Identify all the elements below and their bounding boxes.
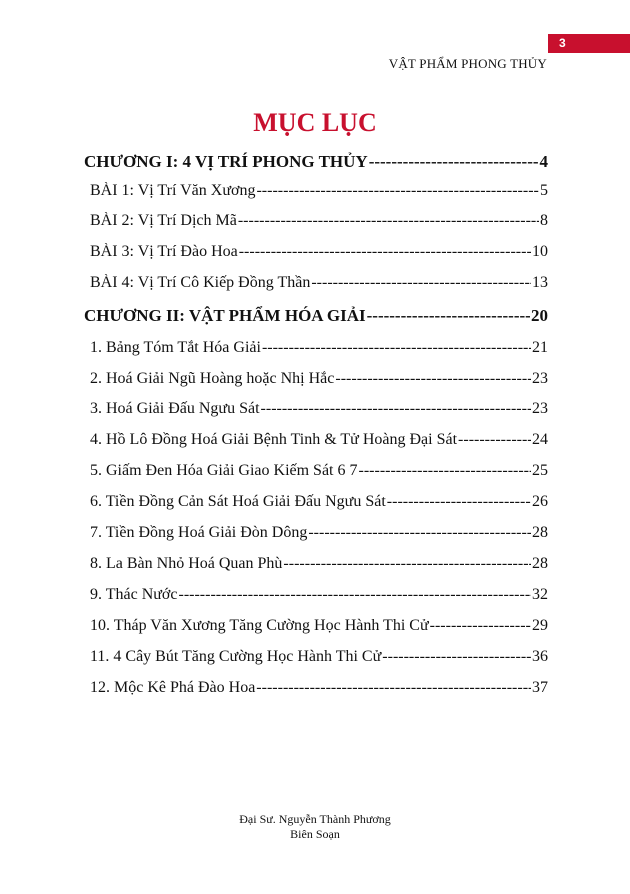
dot-leader xyxy=(239,243,531,261)
toc-title: MỤC LỤC xyxy=(253,108,377,137)
toc-entry-item-9[interactable] xyxy=(90,586,548,604)
toc-entry-item-12[interactable] xyxy=(90,679,548,697)
toc-entry-page: 36 xyxy=(532,648,548,665)
toc-entry-chapter-2[interactable] xyxy=(84,306,548,326)
toc-entry-title: CHƯƠNG II: VẬT PHẨM HÓA GIẢI xyxy=(84,306,366,325)
toc-entry-page: 23 xyxy=(532,370,548,387)
footer-role: Biên Soạn xyxy=(290,827,340,841)
toc-entry-title: 10. Tháp Văn Xương Tăng Cường Học Hành Thi Cử xyxy=(90,617,429,634)
toc-entry-item-11[interactable] xyxy=(90,648,548,666)
running-header: VẬT PHẨM PHONG THỦY xyxy=(388,56,547,71)
dot-leader xyxy=(283,555,531,573)
toc-entry-title: CHƯƠNG I: 4 VỊ TRÍ PHONG THỦY xyxy=(84,152,368,171)
toc-entry-page: 28 xyxy=(532,555,548,572)
dot-leader xyxy=(262,339,531,357)
dot-leader xyxy=(261,400,531,418)
toc-entry-lesson-3[interactable] xyxy=(90,243,548,261)
toc-entry-page: 29 xyxy=(532,617,548,634)
dot-leader xyxy=(430,617,531,635)
toc-entry-page: 37 xyxy=(532,679,548,696)
toc-entry-title: 12. Mộc Kê Phá Đào Hoa xyxy=(90,679,256,696)
toc-entry-page: 24 xyxy=(532,431,548,448)
toc-entry-page: 32 xyxy=(532,586,548,603)
dot-leader xyxy=(382,648,531,666)
toc-entry-title: 5. Giấm Đen Hóa Giải Giao Kiếm Sát 6 7 xyxy=(90,462,358,479)
toc-entry-page: 28 xyxy=(532,524,548,541)
dot-leader xyxy=(335,370,531,388)
toc-entry-title: 8. La Bàn Nhỏ Hoá Quan Phù xyxy=(90,555,283,572)
toc-entry-item-1[interactable] xyxy=(90,339,548,357)
footer-author: Đại Sư. Nguyễn Thành Phương xyxy=(239,812,391,826)
toc-entry-title: 7. Tiền Đồng Hoá Giải Đòn Dông xyxy=(90,524,308,541)
toc-entry-item-10[interactable] xyxy=(90,617,548,635)
dot-leader xyxy=(178,586,531,604)
toc-entry-item-3[interactable] xyxy=(90,400,548,418)
toc-entry-title: BÀI 3: Vị Trí Đào Hoa xyxy=(90,243,238,260)
dot-leader xyxy=(458,431,531,449)
dot-leader xyxy=(256,182,539,200)
page-number-badge xyxy=(548,34,630,53)
toc-entry-page: 21 xyxy=(532,339,548,356)
toc-entry-title: 2. Hoá Giải Ngũ Hoàng hoặc Nhị Hắc xyxy=(90,370,335,387)
toc-entry-page: 5 xyxy=(540,182,548,199)
dot-leader xyxy=(387,493,531,511)
toc-entry-page: 20 xyxy=(531,306,548,325)
toc-entry-title: 6. Tiền Đồng Cản Sát Hoá Giải Đấu Ngưu Sát xyxy=(90,493,386,510)
page-number: 3 xyxy=(559,36,566,50)
toc-entry-page: 23 xyxy=(532,400,548,417)
toc-entry-page: 8 xyxy=(540,212,548,229)
toc-entry-title: 3. Hoá Giải Đấu Ngưu Sát xyxy=(90,400,260,417)
toc-entry-title: BÀI 4: Vị Trí Cô Kiếp Đồng Thần xyxy=(90,274,311,291)
toc-entry-lesson-4[interactable] xyxy=(90,274,548,292)
dot-leader xyxy=(367,306,530,326)
dot-leader xyxy=(311,274,531,292)
toc-entry-page: 13 xyxy=(532,274,548,291)
toc-entry-title: BÀI 1: Vị Trí Văn Xương xyxy=(90,182,256,199)
dot-leader xyxy=(359,462,532,480)
toc-entry-title: 4. Hồ Lô Đồng Hoá Giải Bệnh Tinh & Tử Hoàng Đại Sát xyxy=(90,431,458,448)
toc-entry-page: 4 xyxy=(539,152,548,171)
toc-entry-title: 11. 4 Cây Bút Tăng Cường Học Hành Thi Cử xyxy=(90,648,382,665)
toc-entry-page: 26 xyxy=(532,493,548,510)
toc-entry-page: 25 xyxy=(532,462,548,479)
toc-entry-item-6[interactable] xyxy=(90,493,548,511)
toc-entry-title: BÀI 2: Vị Trí Dịch Mã xyxy=(90,212,237,229)
toc-entry-item-2[interactable] xyxy=(90,370,548,388)
dot-leader xyxy=(256,679,531,697)
toc-entry-page: 10 xyxy=(532,243,548,260)
toc-entry-title: 9. Thác Nước xyxy=(90,586,178,603)
toc-entry-item-8[interactable] xyxy=(90,555,548,573)
page-footer xyxy=(0,812,630,842)
dot-leader xyxy=(369,152,539,172)
toc-entry-item-7[interactable] xyxy=(90,524,548,542)
toc-entry-lesson-2[interactable] xyxy=(90,212,548,230)
toc-entry-item-4[interactable] xyxy=(90,431,548,449)
dot-leader xyxy=(308,524,531,542)
toc-entry-item-5[interactable] xyxy=(90,462,548,480)
dot-leader xyxy=(238,212,539,230)
toc-entry-lesson-1[interactable] xyxy=(90,182,548,200)
toc-entry-chapter-1[interactable] xyxy=(84,152,548,172)
toc-entry-title: 1. Bảng Tóm Tắt Hóa Giải xyxy=(90,339,261,356)
